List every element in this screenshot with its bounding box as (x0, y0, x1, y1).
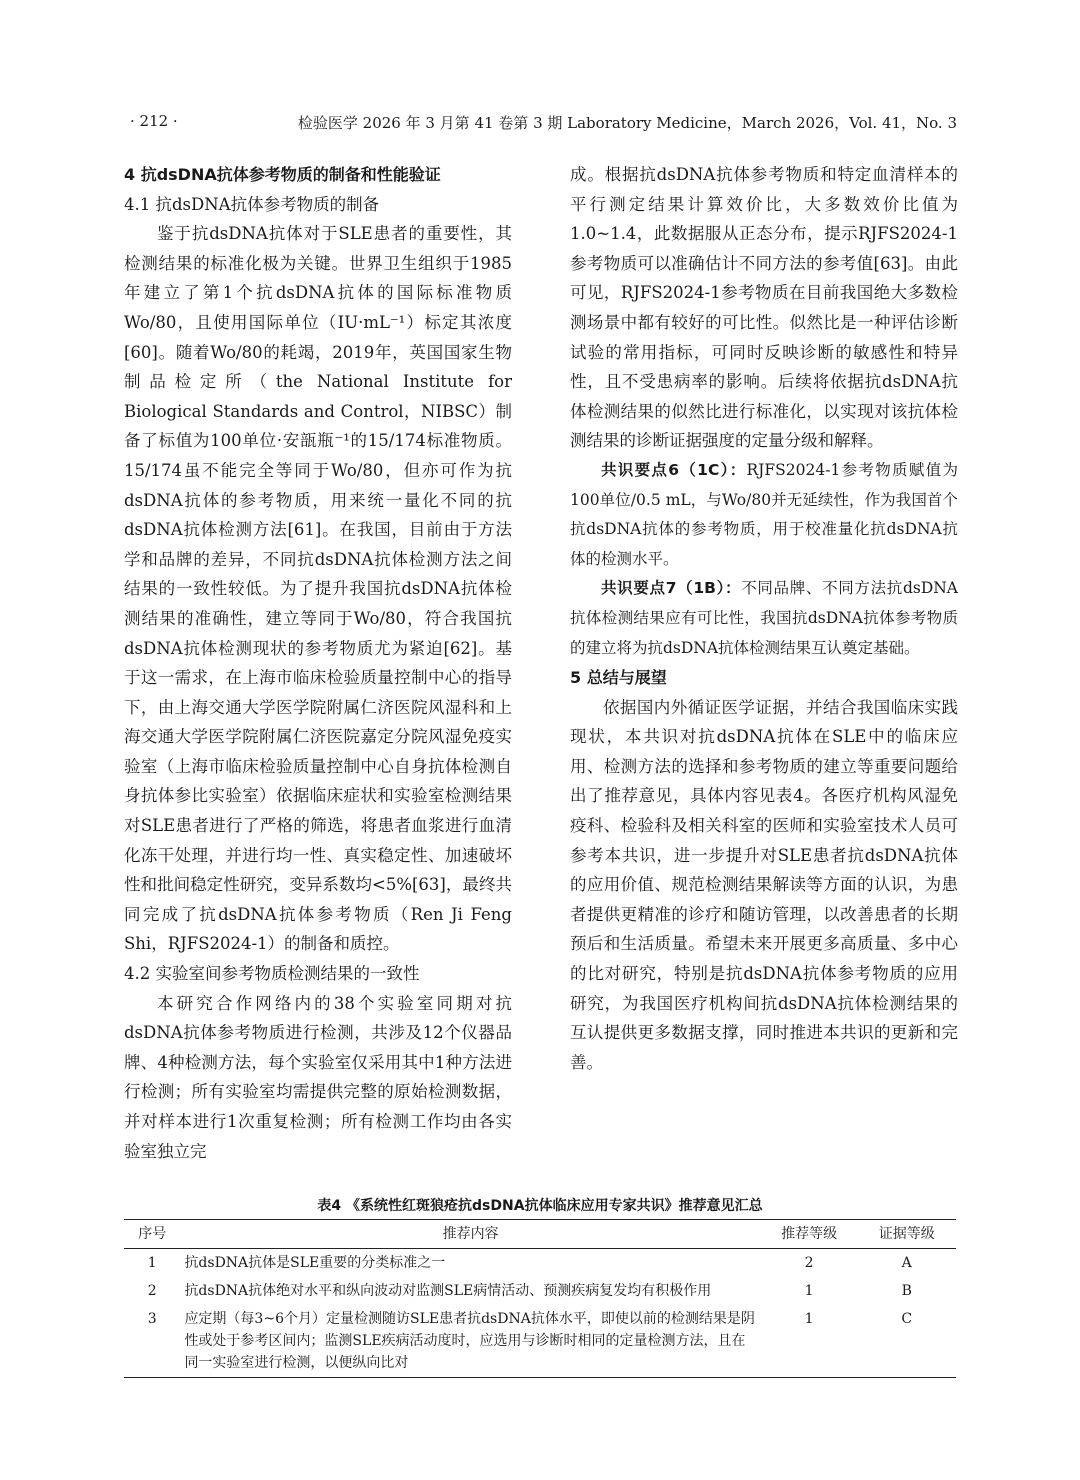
key-point-6-text: RJFS2024-1参考物质赋值为100单位/0.5 mL，与Wo/80并无延续性，作为我国首个抗dsDNA抗体的参考物质，用于校准量化抗dsDNA抗体的检测水平。 (570, 460, 958, 568)
section-4-2-continuation: 成。根据抗dsDNA抗体参考物质和特定血清样本的平行测定结果计算效价比，大多数效价比值为1.0~1.4，此数据服从正态分布，提示RJFS2024-1参考物质可以准确估计不同方法的参考值[63]。由此可见，RJFS2024-1参考物质在目前我国绝大多数检测场景中都有较好的可比性。似然比是一种评估诊断试验的常用指标，可同时反映诊断的敏感性和特异性，且不受患病率的影响。后续将依据抗dsDNA抗体检测结果的似然比进行标准化，以实现对该抗体检测结果的诊断证据强度的定量分级和解释。 (570, 165, 958, 451)
row-content: 抗dsDNA抗体是SLE重要的分类标准之一 (184, 1255, 446, 1271)
table-row (124, 1249, 956, 1278)
row-content: 抗dsDNA抗体绝对水平和纵向波动对监测SLE病情活动、预测疾病复发均有积极作用 (184, 1283, 712, 1299)
key-point-7-label: 共识要点7（1B）： (601, 579, 742, 598)
key-point-6-label: 共识要点6（1C）： (601, 460, 747, 479)
section-4-1-heading: 4.1 抗dsDNA抗体参考物质的制备 (124, 194, 380, 214)
row-recommendation-grade: 1 (804, 1283, 814, 1299)
table-row (124, 1305, 956, 1378)
row-evidence-grade: A (901, 1255, 912, 1271)
left-column (124, 160, 512, 1166)
section-4-1-paragraph: 鉴于抗dsDNA抗体对于SLE患者的重要性，其检测结果的标准化极为关键。世界卫生组织于1985年建立了第1个抗dsDNA抗体的国际标准物质Wo/80，且使用国际单位（IU·mL⁻¹）标定其浓度[60]。随着Wo/80的耗竭，2019年，英国国家生物制品检定所（the National Institute for Biological Standards and Control，NIBSC）制备了标值为100单位·安瓿瓶⁻¹的15/174标准物质。15/174虽不能完全等同于Wo/80，但亦可作为抗dsDNA抗体的参考物质，用来统一量化不同的抗dsDNA抗体检测方法[61]。在我国，目前由于方法学和品牌的差异，不同抗dsDNA抗体检测方法之间结果的一致性较低。为了提升我国抗dsDNA抗体检测结果的准确性，建立等同于Wo/80，符合我国抗dsDNA抗体检测现状的参考物质尤为紧迫[62]。基于这一需求，在上海市临床检验质量控制中心的指导下，由上海交通大学医学院附属仁济医院风湿科和上海交通大学医学院附属仁济医院嘉定分院风湿免疫实验室（上海市临床检验质量控制中心自身抗体检测自身抗体参比实验室）依据临床症状和实验室检测结果对SLE患者进行了严格的筛选，将患者血浆进行血清化冻干处理，并进行均一性、真实稳定性、加速破坏性和批间稳定性研究，变异系数均<5%[63]，最终共同完成了抗dsDNA抗体参考物质（Ren Ji Feng Shi，RJFS2024-1）的制备和质控。 (124, 224, 512, 954)
col-header-evidence-grade: 证据等级 (857, 1220, 956, 1249)
row-content: 应定期（每3~6个月）定量检测随访SLE患者抗dsDNA抗体水平，即使以前的检测结果是阴性或处于参考区间内；监测SLE疾病活动度时，应选用与诊断时相同的定量检测方法，且在同一实验室进行检测，以便纵向比对 (180, 1305, 760, 1378)
row-recommendation-grade: 2 (804, 1255, 814, 1271)
row-index: 3 (124, 1305, 180, 1378)
row-evidence-grade: C (857, 1305, 956, 1378)
right-column (570, 160, 958, 1077)
section-4-heading: 4 抗dsDNA抗体参考物质的制备和性能验证 (124, 165, 441, 184)
col-header-recommendation-grade: 推荐等级 (761, 1220, 858, 1249)
section-5-paragraph: 依据国内外循证医学证据，并结合我国临床实践现状，本共识对抗dsDNA抗体在SLE中的临床应用、检测方法的选择和参考物质的建立等重要问题给出了推荐意见，具体内容见表4。各医疗机构风湿免疫科、检验科及相关科室的医师和实验室技术人员可参考本共识，进一步提升对SLE患者抗dsDNA抗体的应用价值、规范检测结果解读等方面的认识，为患者提供更精准的诊疗和随访管理，以改善患者的长期预后和生活质量。希望未来开展更多高质量、多中心的比对研究，特别是抗dsDNA抗体参考物质的应用研究，为我国医疗机构间抗dsDNA抗体检测结果的互认提供更多数据支撑，同时推进本共识的更新和完善。 (570, 697, 958, 1072)
page-number: · 212 · (130, 112, 178, 130)
section-5-heading: 5 总结与展望 (570, 668, 667, 688)
col-header-content: 推荐内容 (180, 1220, 760, 1249)
section-4-2-heading: 4.2 实验室间参考物质检测结果的一致性 (124, 964, 420, 984)
table-4-caption: 表4 《系统性红斑狼疮抗dsDNA抗体临床应用专家共识》推荐意见汇总 (317, 1198, 763, 1214)
table-header-row (124, 1220, 956, 1249)
journal-citation: 检验医学 2026 年 3 月第 41 卷第 3 期 Laboratory Medicine，March 2026，Vol. 41，No. 3 (297, 114, 957, 132)
running-header (125, 112, 957, 136)
row-evidence-grade: B (901, 1283, 912, 1299)
key-point-6 (570, 456, 958, 574)
table-row (124, 1277, 956, 1305)
key-point-7 (570, 574, 958, 663)
row-index: 1 (147, 1255, 157, 1271)
key-point-7-text: 不同品牌、不同方法抗dsDNA抗体检测结果应有可比性，我国抗dsDNA抗体参考物质的建立将为抗dsDNA抗体检测结果互认奠定基础。 (570, 579, 958, 657)
section-4-2-paragraph: 本研究合作网络内的38个实验室同期对抗dsDNA抗体参考物质进行检测，共涉及12个仪器品牌、4种检测方法，每个实验室仅采用其中1种方法进行检测；所有实验室均需提供完整的原始检测数据，并对样本进行1次重复检测；所有检测工作均由各实验室独立完 (124, 993, 512, 1161)
row-recommendation-grade: 1 (761, 1305, 858, 1378)
table-4 (124, 1219, 956, 1378)
row-index: 2 (147, 1283, 157, 1299)
col-header-index: 序号 (124, 1220, 180, 1249)
